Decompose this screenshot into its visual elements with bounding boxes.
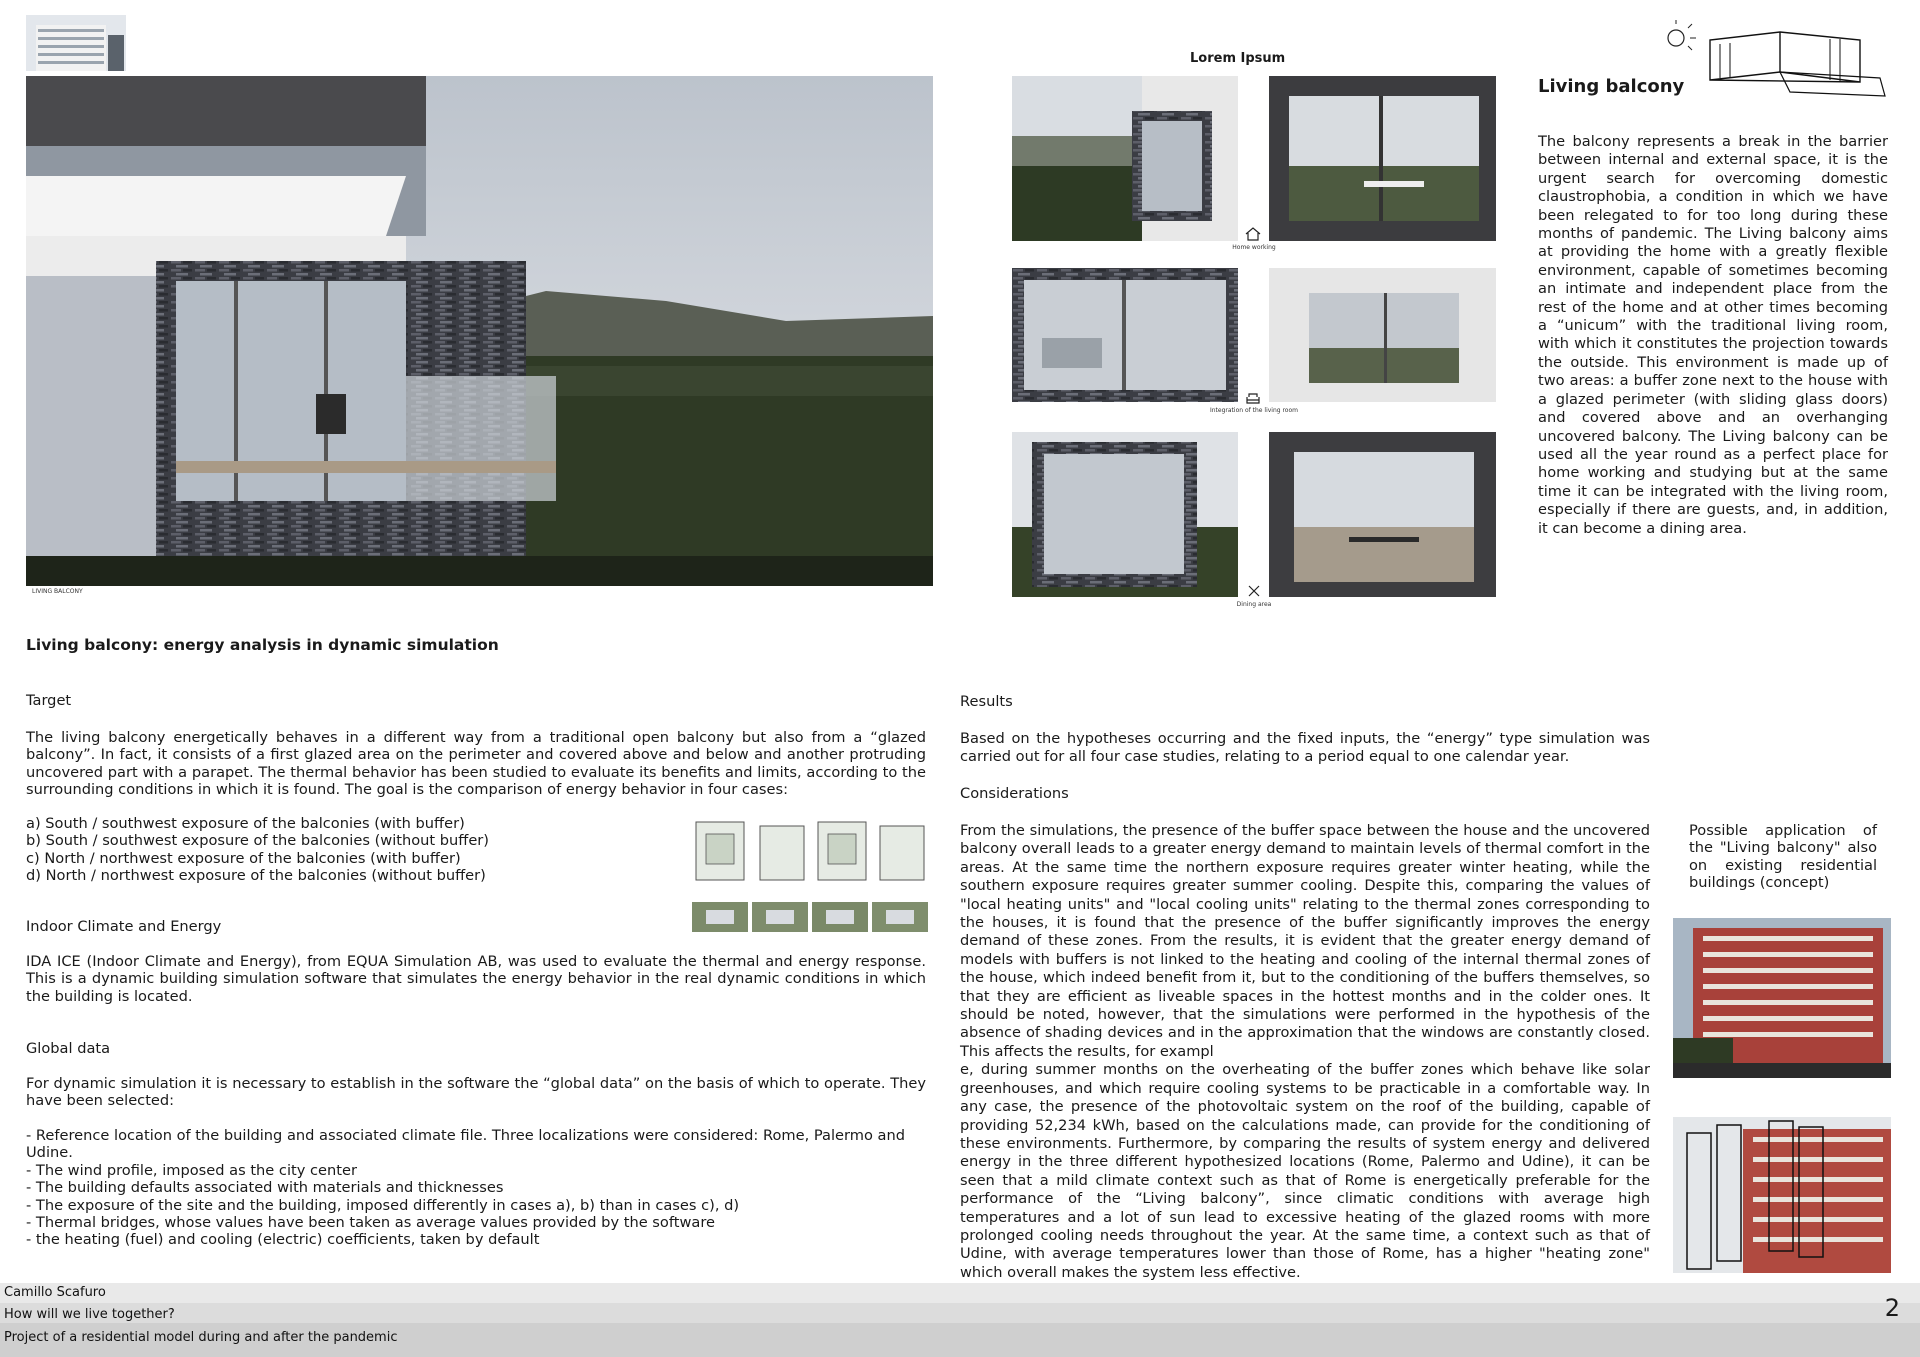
indoor-heading: Indoor Climate and Energy [26,918,222,935]
existing-building-photo [1673,918,1891,1078]
gallery-image-living-room-exterior [1012,268,1238,402]
footer-project: Project of a residential model during and after the pandemic [4,1330,398,1345]
intro-title: Living balcony [1538,76,1685,97]
target-heading: Target [26,692,72,709]
plan-drawings [692,812,928,890]
armchair-icon [1245,390,1261,404]
case-b: b) South / southwest exposure of the balconies (without buffer) [26,832,490,850]
gallery-title: Lorem Ipsum [1190,51,1286,66]
target-text: The living balcony energetically behaves in a different way from a traditional open balcony but also from a “glazed balcony”. In fact, it consists of a first glazed area on the perimeter and covered above and below and another protruding uncovered part with a parapet. The thermal behavior has been studied to evaluate its benefits and limits, according to the surrounding conditions in which it is found. The goal is the comparison of energy behavior in four cases: [26,729,926,799]
case-a: a) South / southwest exposure of the balconies (with buffer) [26,815,465,832]
main-render-caption: LIVING BALCONY [32,588,83,595]
global-item: - The building defaults associated with materials and thicknesses [26,1179,504,1197]
footer-project-bar [0,1323,1920,1357]
intro-text: The balcony represents a break in the barrier between internal and external space, it is the urgent search for overcoming domestic claustrophobia, a condition in which we have been relegated to for too long during these months of pandemic. The Living balcony aims at providing the home with a greatly flexible environment, capable of sometimes becoming an intimate and independent place from the rest of the home and at other times becoming a “unicum” with the traditional living room, with which it constitutes the projection towards the outside. This environment is made up of two areas: a buffer zone next to the house with a glazed perimeter (with sliding glass doors) and covered above and an overhanging uncovered balcony. The Living balcony can be used all the year round as a perfect place for home working and studying but at the same time it can be integrated with the living room, especially if there are guests, and, in addition, it can become a dining area. [1538,133,1888,537]
gallery-image-home-working-interior [1269,76,1496,241]
results-heading: Results [960,693,1013,710]
house-icon [1243,226,1263,242]
section-title: Living balcony: energy analysis in dynamic simulation [26,636,499,654]
global-item: - the heating (fuel) and cooling (electric) coefficients, taken by default [26,1231,540,1249]
case-d: d) North / northwest exposure of the balconies (without buffer) [26,867,486,885]
global-items-list [26,1127,926,1249]
building-thumbnail [26,15,126,71]
balcony-sketch-icon [1660,20,1890,102]
gallery-image-home-working-exterior [1012,76,1238,241]
global-item: - Reference location of the building and associated climate file. Three localizations were considered: Rome, Palermo and Udine. [26,1127,905,1162]
considerations-heading: Considerations [960,785,1069,802]
footer-author-bar [0,1283,1920,1303]
page-number: 2 [1884,1294,1900,1322]
footer-author: Camillo Scafuro [4,1285,106,1300]
footer-question: How will we live together? [4,1307,175,1322]
caption-living-room: Integration of the living room [1209,407,1298,414]
global-text: For dynamic simulation it is necessary to establish in the software the “global data” on the basis of which to operate. They have been selected: [26,1075,926,1110]
global-heading: Global data [26,1040,111,1057]
caption-dining-area: Dining area [1236,601,1272,608]
global-item: - The wind profile, imposed as the city center [26,1161,357,1179]
caption-home-working: Home working [1232,244,1276,251]
existing-building-concept [1673,1117,1891,1273]
living-balcony-render [26,76,933,586]
global-item: - The exposure of the site and the building, imposed differently in cases a), b) than in cases c), d) [26,1196,740,1214]
gallery-image-dining-interior [1269,432,1496,597]
application-text: Possible application of the "Living balcony" also on existing residential buildings (concept) [1689,822,1877,892]
indoor-text: IDA ICE (Indoor Climate and Energy), from EQUA Simulation AB, was used to evaluate the thermal and energy response. This is a dynamic building simulation software that simulates the energy behavior in the real dynamic conditions in which the building is located. [26,953,926,1005]
gallery-image-dining-exterior [1012,432,1238,597]
results-text: Based on the hypotheses occurring and the fixed inputs, the “energy” type simulation was carried out for all four case studies, relating to a period equal to one calendar year. [960,730,1650,766]
footer-question-bar [0,1303,1920,1323]
gallery-image-living-room-interior [1269,268,1496,402]
considerations-text [960,822,1650,1282]
global-item: - Thermal bridges, whose values have been taken as average values provided by the software [26,1214,715,1232]
model-thumbnails [692,902,928,932]
considerations-text-part-2: e, during summer months on the overheating of the buffer zones which behave like solar greenhouses, and which require cooling systems to be practicable in a comfortable way. In any case, the presence of the photovoltaic system on the roof of the building, capable of providing 52,234 kWh, based on the calculations made, can provide for the conditioning of these environments. Furthermore, by comparing the results of system energy and delivered energy in the three different hypothesized locations (Rome, Palermo and Udine), it can be seen that a mild climate context such as that of Rome is energetically preferable for the performance of the “Living balcony”, since climatic conditions with average high temperatures and a lot of sun lead to excessive heating of the glazed rooms with more prolonged cooling needs throughout the year. At the same time, a context such as that of Udine, with average temperatures lower than those of Rome, has a higher "heating zone" which overall makes the system less effective. [960,1061,1650,1281]
considerations-text-part-1: From the simulations, the presence of the buffer space between the house and the uncovered balcony overall leads to a greater energy demand to maintain levels of thermal comfort in the areas. At the same time the northern exposure requires greater winter heating, while the southern exposure requires greater summer cooling. Despite this, comparing the values of "local heating units" and "local cooling units" relating to the thermal zones corresponding to the houses, it is found that the presence of the buffer significantly improves the energy demand of these zones. From the results, it is evident that the greater energy demand of models with buffers is not linked to the heating and cooling of the internal thermal zones of the house, which indeed benefit from it, but to the conditioning of the buffers themselves, so that they are efficient as liveable spaces in the hottest months and in the colder ones. It should be noted, however, that the simulations were performed in the hypothesis of the absence of shading devices and in the approximation that the windows are constantly closed. This affects the results, for exampl [960,822,1650,1060]
cutlery-icon [1247,583,1261,597]
cases-list [26,815,686,885]
case-c: c) North / northwest exposure of the balconies (with buffer) [26,849,461,867]
